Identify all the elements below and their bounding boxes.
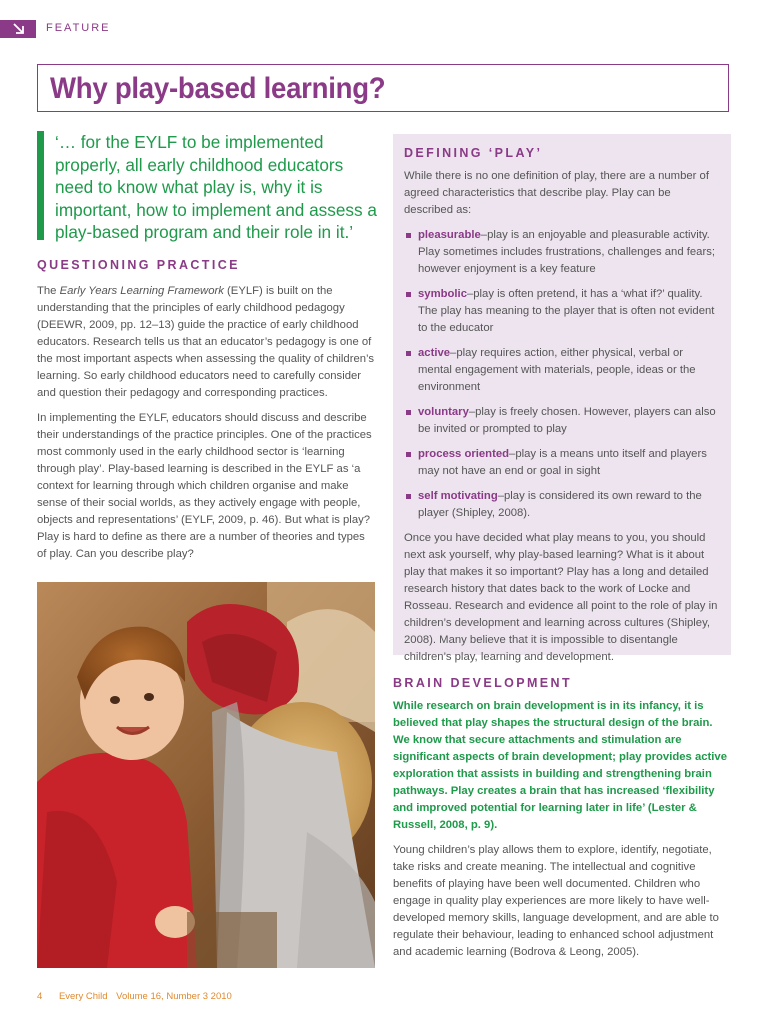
list-item: [404, 488, 720, 522]
children-playing-photo: [37, 582, 375, 968]
defining-heading: DEFINING ‘PLAY’: [404, 146, 543, 160]
bullet-icon: [406, 233, 411, 238]
bullet-icon: [406, 292, 411, 297]
bullet-icon: [406, 452, 411, 457]
issue-info: Volume 16, Number 3 2010: [116, 991, 232, 1002]
publication-name: Every Child: [58, 991, 108, 1002]
term-description: –play is a means unto itself and players may not have an end or goal in sight: [418, 448, 707, 477]
feature-bar: [0, 20, 768, 38]
term-description: –play is freely chosen. However, players can also be invited or prompted to play: [418, 406, 716, 435]
brain-quote: While research on brain development is in its infancy, it is believed that play shapes the structural design of the brain. We know that secure attachments and stimulation are significant aspects of brain development; play provides active exploration that assists in building and strengthening brain pathways. Play creates a brain that has increased ‘flexibility and improved potential for learning later in life’ (Lester & Russell, 2008, p. 9).: [393, 700, 727, 831]
questioning-p1-start: The: [37, 285, 60, 297]
term-active: active: [418, 347, 451, 359]
arrow-down-right-icon: [0, 20, 36, 38]
brain-development-section: [393, 676, 731, 969]
term-process-oriented: process oriented: [418, 448, 510, 460]
list-item: [404, 345, 720, 396]
questioning-heading: QUESTIONING PRACTICE: [37, 258, 240, 272]
page-footer: [37, 991, 246, 1002]
term-description: –play is often pretend, it has a ‘what if?’ quality. The play has meaning to the player that is often not evident to the educator: [418, 288, 715, 334]
play-characteristics-list: [404, 227, 720, 522]
eylf-title-italic: Early Years Learning Framework: [59, 285, 224, 297]
brain-heading: BRAIN DEVELOPMENT: [393, 676, 573, 690]
term-pleasurable: pleasurable: [418, 229, 481, 241]
term-description: –play is considered its own reward to the player (Shipley, 2008).: [418, 490, 702, 519]
bullet-icon: [406, 494, 411, 499]
bullet-icon: [406, 410, 411, 415]
questioning-paragraph-1: [37, 283, 377, 402]
page-title: Why play-based learning?: [50, 72, 386, 105]
pull-quote: [37, 131, 382, 240]
defining-intro: While there is no one definition of play, there are a number of agreed characteristics that describe play. Play can be described as:: [404, 170, 709, 216]
term-voluntary: voluntary: [418, 406, 469, 418]
section-label: FEATURE: [46, 22, 111, 34]
questioning-p1-rest: (EYLF) is built on the understanding that the principles of early childhood pedagogy (DEEWR, 2009, pp. 12–13) guide the practice of early childhood educators. Research tells us that an educator’s pedagogy is one of the most important aspects when assessing the quality of children’s learning. So early childhood educators need to carefully consider and question their pedagogy and corresponding practices.: [37, 285, 374, 399]
page-number: 4: [37, 991, 43, 1002]
list-item: [404, 227, 720, 278]
term-description: –play is an enjoyable and pleasurable activity. Play sometimes includes frustrations, challenges and fears; however enjoyment is a key feature: [418, 229, 716, 275]
list-item: [404, 286, 720, 337]
questioning-paragraph-2: In implementing the EYLF, educators should discuss and describe their understandings of the practice principles. One of the practices most commonly used in the early childhood sector is ‘learning through play’. Play-based learning is described in the EYLF as ‘a context for learning through which children organise and make sense of their social worlds, as they actively engage with people, objects and representations’ (EYLF, 2009, p. 46). But what is play? Play is hard to define as there are a number of theories and types of play. Can you describe play?: [37, 412, 372, 560]
term-symbolic: symbolic: [418, 288, 467, 300]
list-item: [404, 404, 720, 438]
brain-body: Young children’s play allows them to explore, identify, negotiate, take risks and create meaning. The intellectual and cognitive benefits of playing have been well documented. Children who engage in quality play experiences are more likely to have well-developed memory skills, language development, and are able to regulate their behaviour, leading to enhanced school adjustment and academic learning (Bodrova & Leong, 2005).: [393, 844, 719, 958]
term-self-motivating: self motivating: [418, 490, 498, 502]
defining-outro: Once you have decided what play means to you, you should next ask yourself, why play-based learning? What is it about play that makes it so important? Play has a long and detailed research history that dates back to the work of Locke and Rosseau. Research and evidence all point to the role of play in children’s development and learning across cultures (Shipley, 2008). Many believe that it is impossible to disentangle children’s play, learning and development.: [404, 532, 718, 663]
questioning-practice-section: [37, 258, 377, 571]
pull-quote-text: ‘… for the EYLF to be implemented properly, all early childhood educators need to know what play is, why it is important, how to implement and assess a play-based program and their role in it.’: [55, 132, 377, 242]
bullet-icon: [406, 351, 411, 356]
list-item: [404, 446, 720, 480]
title-box: [37, 64, 729, 112]
term-description: –play requires action, either physical, verbal or mental engagement with materials, people, ideas or the environment: [418, 347, 696, 393]
defining-play-box: [393, 134, 731, 663]
